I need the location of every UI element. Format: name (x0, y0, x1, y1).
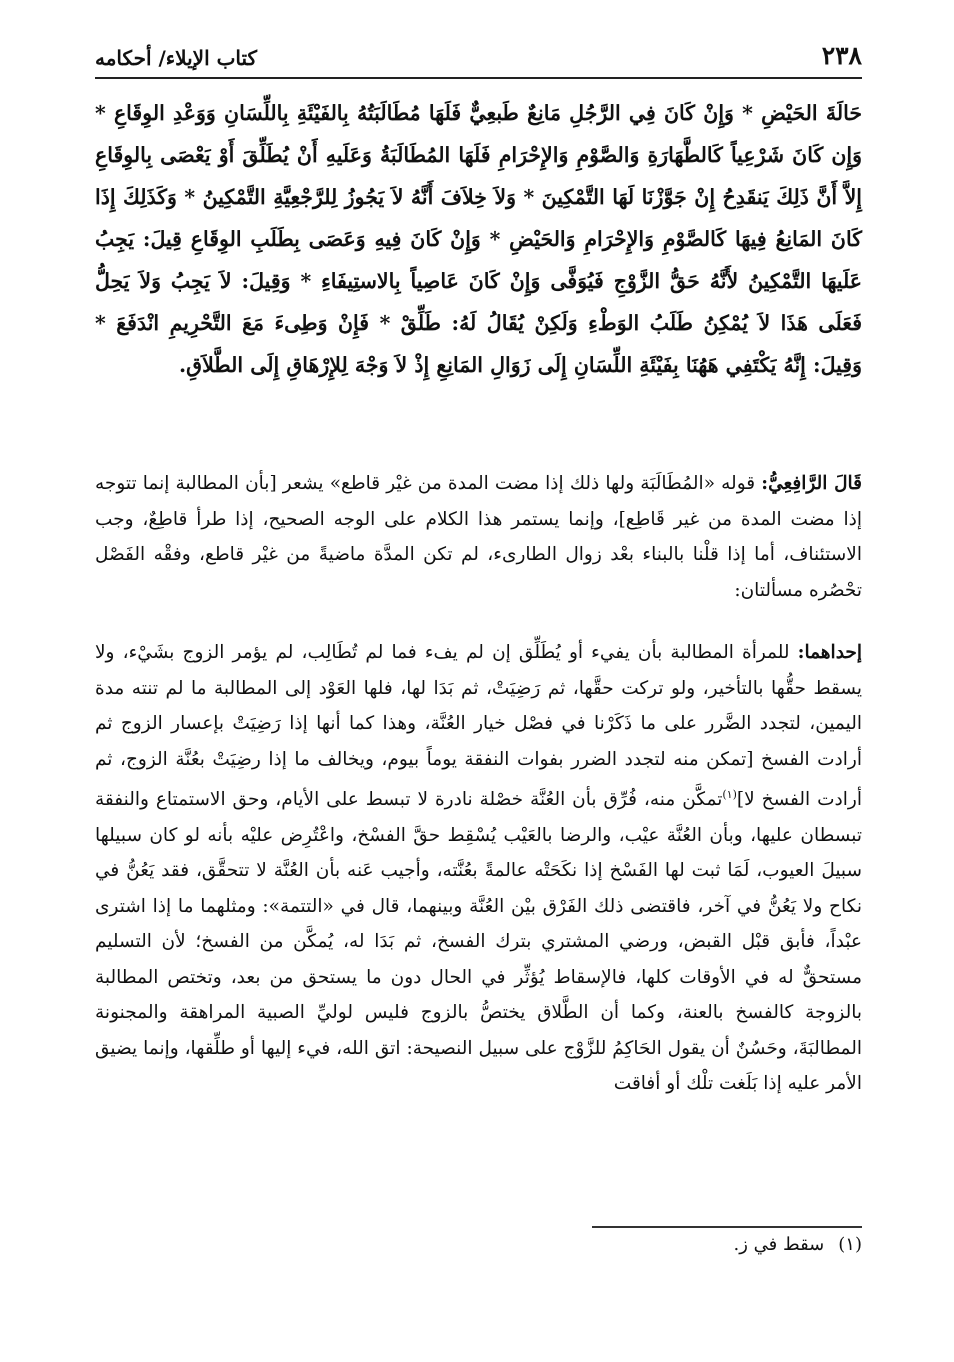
page-number: ٢٣٨ (821, 41, 862, 70)
issue-text-part-2: تمكَّن منه، فُرِّق بأن العُنَّة خصْلة نادرة لا تبسط على الأيام، وحق الاستمتاع والنفقة تبسطان عليها، وبأن العُنَّة عيْب، والرضا بالعَيْب يُسْقِط حقَّ الفسْخ، واعْتُرِض عليْه بأنه لو كان سبيلها سبيلَ العيوب، لَمَا ثبت لها الفَسْخ إذا نكَحَتْه عالمةً بعُنَّته، وأجيب عَنه بأن العُنَّة لا تتحقَّق، فقد يَعُنُّ في نكاح ولا يَعُنُّ في آخر، فاقتضى ذلك الفَرْق بيْن العُنَّة وبينهما، قال في «التتمة»: ومثلهما ما إذا اشترى عبْداً، فأبق قبْل القبض، ورضي المشتري بترك الفسخ، ثم بَدَا له، يُمكَّن من الفسخ؛ لأن التسليم مستحقٌّ له في الأوقات كلها، فالإسقاط يُؤثِّر في الحال دون ما يستحق من بعد، وتختص المطالبة بالزوجة كالفسخ بالعنة، وكما أن الطَّلاق يختصُّ بالزوج فليس لوليِّ الصبية المراهقة والمجنونة المطالبَةَ، وحَسُنٌ أن يقول الحَاكِمُ للزَّوْج على سبيل النصيحة: اتق الله، فيء إليها أو طلِّقها، وإنما يضيق الأمر عليه إذا بَلَغت تلْك أو أفاقت (95, 789, 862, 1095)
commentary-paragraph-1 (95, 466, 862, 608)
running-title: كتاب الإيلاء/ أحكامه (95, 46, 258, 70)
commentary-text: قوله «المُطَالَبَة ولها ذلك إذا مضت المدة من غيْر قاطع» يشعر [بأن المطالبة إنما تتوجه إذا مضت المدة من غير قَاطِع]، وإنما يستمر هذا الكلام على الوجه الصحيح، إذا طرأ قاطِعٌ، وجب الاستئناف، أما إذا قلْنا بالبناء بعْد زوال الطارىء، لم تكن المدَّة ماضيةً من غيْر قاطع، وفقْه الفَصْل تحْصُره مسألتان: (95, 473, 862, 601)
footnote-marker: (١) (722, 788, 737, 801)
footnote-number: (١) (838, 1234, 862, 1255)
commentary-lead: قَالَ الرَّافِعِيُّ: (761, 473, 863, 494)
footnote (734, 1234, 862, 1255)
footnote-divider (592, 1226, 862, 1228)
matn-paragraph: حَالَةَ الحَيْضِ * وَإِنْ كَانَ فِي الرَّجُلِ مَانِعٌ طَبعِيٌّ فَلَهَا مُطَالَبَتُهُ بِالفَيْئَةِ بِاللِّسَانِ وَوَعْدِ الوِقَاعِ * وَإِن كَانَ شَرْعِياً كَالطَّهَارَةِ وَالصَّوْمِ وَالإِحْرَامِ فَلَهَا المُطَالَبَةُ وَعَلَيهِ أَنْ يُطَلِّقَ أَوْ يَعْصَى بِالوِقَاعِ إِلاَّ أَنَّ ذَلِكَ يَنقَدِحُ إِنْ جَوَّزْنَا لَهَا التَّمْكِينَ * وَلاَ خِلاَفَ أَنَّهُ لاَ يَجُوزُ لِلرَّجْعِيَّةِ التَّمْكِينُ * وَكَذَلِكَ إِذَا كَانَ المَانِعُ فِيهَا كَالصَّوْمِ وَالإِحْرَامِ وَالحَيْضِ * وَإِنْ كَانَ فِيهِ وَعَصَى بِطَلَبِ الوِقَاعِ قِيلَ: يَجِبُ عَلَيهَا التَّمْكِينُ لأَنَّهُ حَقُّ الزَّوْجِ فَيُوَفَّى وَإِنْ كَانَ عَاصِياً بِالاستِيفَاءِ * وَقِيلَ: لاَ يَجِبُ وَلاَ يَحِلُّ فَعَلَى هَذَا لاَ يُمْكِنُ طَلَبُ الوَطْءِ وَلَكِنْ يُقَالُ لَهُ: طَلِّقْ * فَإِنْ وَطِىءَ مَعَ التَّحْرِيمِ انْدَفَعَ * وَقِيلَ: إِنَّهُ يَكْتَفِي هَهُنَا بِفَيْئَةِ اللِّسَانِ إِلَى زَوَالِ المَانِعِ إِذْ لاَ وَجْهَ لِلإِرْهَاقِ إِلَى الطَّلاَقِ. (95, 101, 862, 377)
page-header (95, 36, 862, 70)
matn-text-block (95, 92, 862, 386)
commentary-paragraph-2 (95, 635, 862, 1102)
issue-lead: إحداهما: (797, 642, 862, 663)
header-divider (95, 77, 862, 79)
footnote-text: سقط في ز. (733, 1234, 825, 1255)
issue-text-part-1: للمرأة المطالبة بأن يفيء أو يُطَلِّق إن لم يفء فما لم تُطَالِب، لم يؤمر الزوج بشَيْء، ولا يسقط حقُّها بالتأخير، ولو تركت حقَّها، ثم رَضِيَتْ، ثم بَدَا لها، فلها العَوْد إلى المطالبة ما لم تنته مدة اليمين، لتجدد الضَّرر على ما ذَكَرْنا في فصْل خيار العُنَّة، وهذا كما أنها إذا رَضِيَتْ بإعسار الزوج ثم أرادت الفسخ [تمكن منه لتجدد الضرر بفوات النفقة يوماً بيوم، ويخالف ما إذا رضِيَتْ بعُنَّة الزوج، ثم أرادت الفسخ لا] (95, 642, 862, 811)
